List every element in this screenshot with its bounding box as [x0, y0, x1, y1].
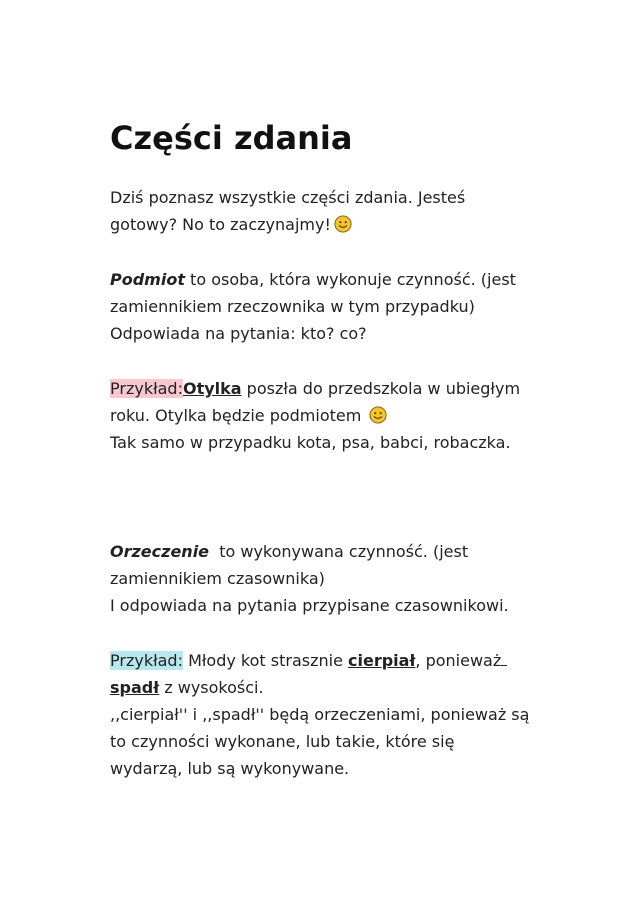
- example-1: [110, 375, 540, 456]
- example-2-verb-2: spadł: [110, 678, 160, 697]
- intro-paragraph: [110, 184, 540, 238]
- trailing-underline: [501, 651, 507, 666]
- example-2-part-3: z wysokości.: [159, 678, 264, 697]
- orzeczenie-definition: [110, 538, 540, 619]
- podmiot-line-2: zamiennikiem rzeczownika w tym przypadku): [110, 297, 475, 316]
- podmiot-line-3: Odpowiada na pytania: kto? co?: [110, 324, 367, 343]
- intro-line-2: gotowy? No to zaczynajmy!: [110, 215, 331, 234]
- example-2-part-2: , ponieważ: [415, 651, 502, 670]
- example-1-line-3: Tak samo w przypadku kota, psa, babci, robaczka.: [110, 433, 511, 452]
- example-1-label: Przykład:: [110, 379, 183, 398]
- example-2-line-4: to czynności wykonane, lub takie, które się: [110, 732, 455, 751]
- podmiot-definition: [110, 266, 540, 347]
- example-1-line-1: poszła do przedszkola w ubiegłym: [241, 379, 521, 398]
- example-1-subject-word: Otylka: [182, 379, 242, 398]
- document-content: [110, 108, 540, 782]
- orzeczenie-term: Orzeczenie: [110, 542, 210, 561]
- smiley-icon: [369, 406, 387, 424]
- example-1-line-2: roku. Otylka będzie podmiotem: [110, 406, 367, 425]
- example-2-line-5: wydarzą, lub są wykonywane.: [110, 759, 350, 778]
- orzeczenie-line-1: to wykonywana czynność. (jest: [209, 542, 469, 561]
- smiley-icon: [334, 215, 352, 233]
- example-2-verb-1: cierpiał: [348, 651, 416, 670]
- page-title: Części zdania: [110, 119, 353, 157]
- intro-line-1: Dziś poznasz wszystkie części zdania. Jesteś: [110, 188, 466, 207]
- orzeczenie-line-3: I odpowiada na pytania przypisane czasownikowi.: [110, 596, 509, 615]
- example-2-label: Przykład:: [110, 651, 183, 670]
- podmiot-term: Podmiot: [110, 270, 185, 289]
- example-2-part-1: Młody kot strasznie: [182, 651, 349, 670]
- orzeczenie-line-2: zamiennikiem czasownika): [110, 569, 325, 588]
- example-2: [110, 647, 540, 782]
- podmiot-line-1: to osoba, która wykonuje czynność. (jest: [184, 270, 516, 289]
- example-2-line-3: ,,cierpiał'' i ,,spadł'' będą orzeczeniami, ponieważ są: [110, 705, 530, 724]
